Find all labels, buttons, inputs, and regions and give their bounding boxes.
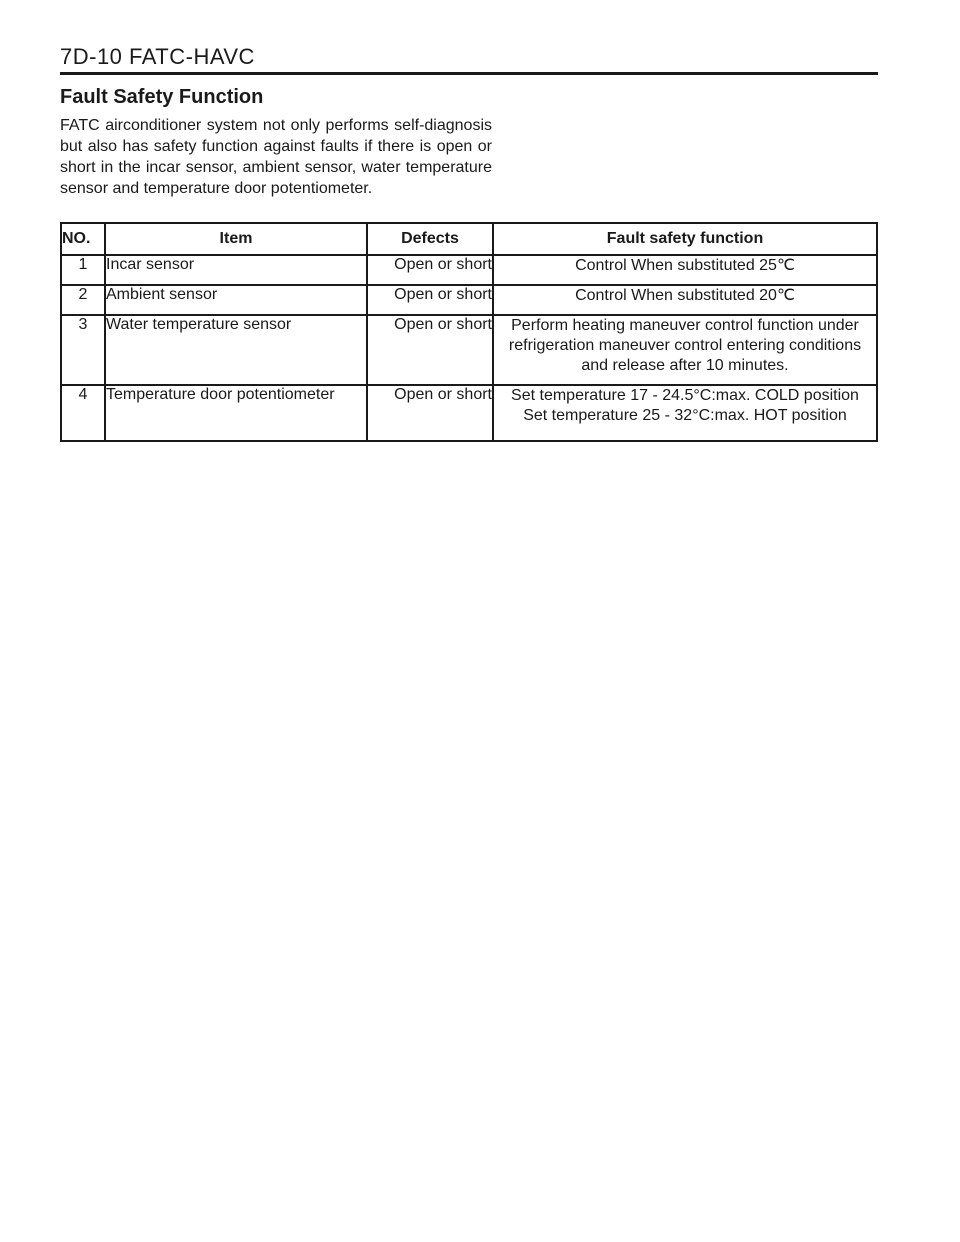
function-line: Control When substituted 25℃ (575, 257, 795, 274)
row-defects: Open or short (367, 385, 493, 441)
fault-safety-table (60, 222, 878, 442)
row-number: 1 (61, 255, 105, 285)
header-item: Item (105, 223, 367, 255)
function-line: and release after 10 minutes. (581, 357, 789, 374)
function-line: refrigeration maneuver control entering conditions (508, 337, 862, 354)
function-line: Set temperature 25 - 32°C:max. HOT position (523, 407, 847, 424)
table-row (61, 385, 877, 441)
function-line: Perform heating maneuver control function under (511, 317, 859, 334)
table-header-row (61, 223, 877, 255)
header-defects: Defects (367, 223, 493, 255)
header-function: Fault safety function (493, 223, 877, 255)
header-no: NO. (61, 223, 105, 255)
intro-paragraph: FATC airconditioner system not only performs self-diagnosis but also has safety function against faults if there is open or short in the incar sensor, ambient sensor, water temperature sensor and temperature door potentiometer. (60, 117, 492, 197)
row-number: 3 (61, 315, 105, 385)
table-row (61, 315, 877, 385)
row-number: 2 (61, 285, 105, 315)
row-item: Water temperature sensor (105, 315, 367, 385)
row-function (493, 315, 877, 385)
row-item: Incar sensor (105, 255, 367, 285)
row-function (493, 385, 877, 441)
section-title: Fault Safety Function (60, 86, 264, 108)
row-function (493, 255, 877, 285)
header-rule (60, 72, 878, 75)
row-defects: Open or short (367, 285, 493, 315)
table-row (61, 285, 877, 315)
row-item: Ambient sensor (105, 285, 367, 315)
function-line: Control When substituted 20℃ (575, 287, 795, 304)
table-row (61, 255, 877, 285)
row-defects: Open or short (367, 315, 493, 385)
page-header: 7D-10 FATC-HAVC (60, 44, 255, 69)
row-function (493, 285, 877, 315)
row-number: 4 (61, 385, 105, 441)
row-item: Temperature door potentiometer (105, 385, 367, 441)
function-line: Set temperature 17 - 24.5°C:max. COLD position (511, 387, 859, 404)
row-defects: Open or short (367, 255, 493, 285)
